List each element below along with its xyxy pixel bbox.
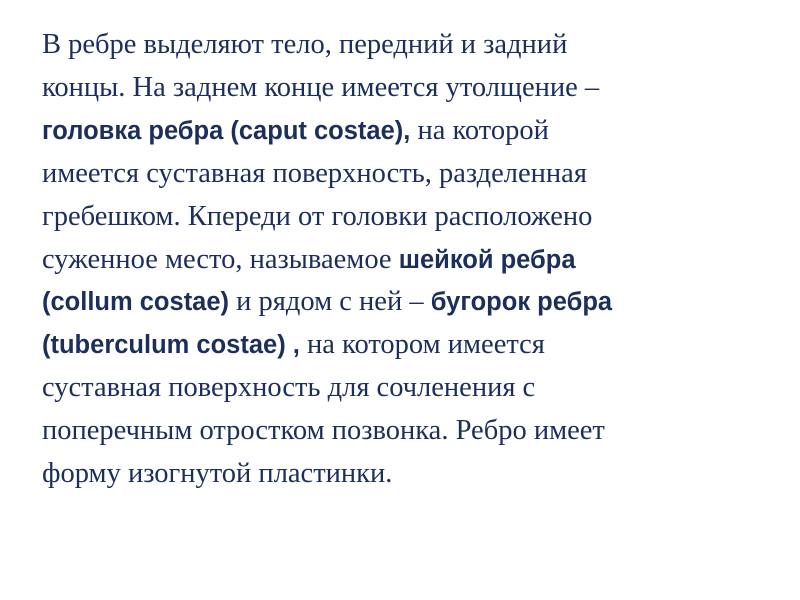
text-segment: концы. На заднем конце имеется утолщение – [42,71,600,103]
paragraph-line [42,324,762,367]
paragraph-line [42,24,762,67]
text-segment: имеется суставная поверхность, разделенная [42,157,587,189]
paragraph-line [42,453,762,496]
text-segment: и рядом с ней – [229,286,431,318]
text-segment: поперечным отростком позвонка. Ребро имеет [42,415,605,447]
anatomical-term: (collum costae) [42,288,230,317]
anatomical-term: головка ребра (caput costae), [42,116,411,145]
paragraph-line [42,153,762,196]
text-segment: гребешком. Кпереди от головки расположено [42,200,593,232]
text-segment: суженное место, называемое [42,243,399,275]
anatomical-term: (tuberculum costae) , [42,331,300,360]
paragraph-line [42,367,762,410]
paragraph-line [42,410,762,453]
paragraph-line [42,281,762,324]
paragraph-line [42,239,762,282]
paragraph-line [42,196,762,239]
paragraph-line [42,110,762,153]
anatomical-term: шейкой ребра [398,245,576,274]
text-segment: на котором имеется [299,329,545,361]
text-segment: В ребре выделяют тело, передний и задний [42,29,568,60]
anatomical-term: бугорок ребра [430,288,613,317]
text-segment: на которой [410,114,549,146]
text-segment: форму изогнутой пластинки. [42,458,393,490]
slide-paragraph [42,24,762,496]
text-segment: суставная поверхность для сочленения с [42,372,536,404]
paragraph-line [42,67,762,110]
